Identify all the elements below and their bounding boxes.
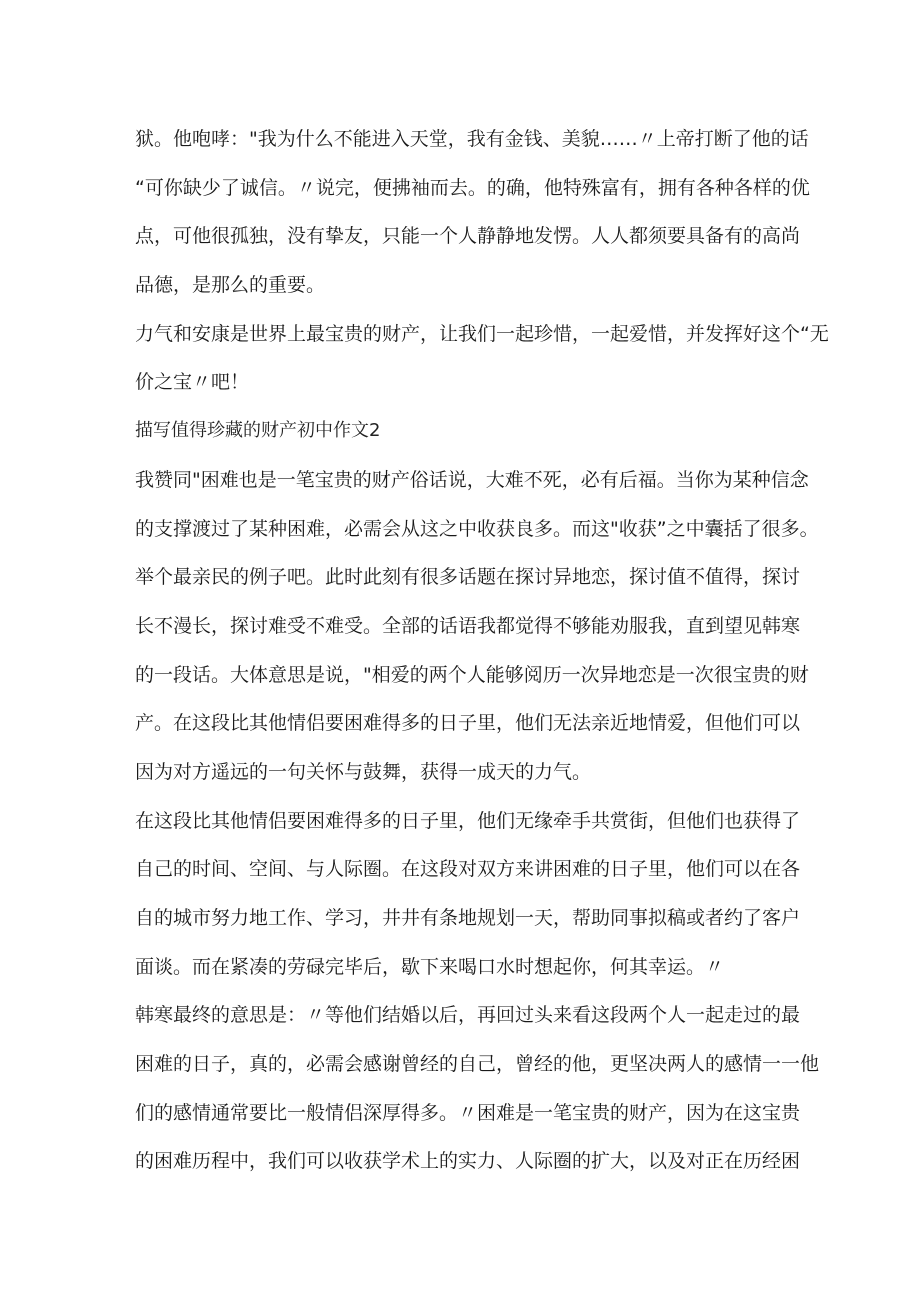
text-line: 因为对方遥远的一句关怀与鼓舞，获得一成天的力气。 (135, 760, 592, 783)
text-line: 自己的时间、空间、与人际圈。在这段对双方来讲困难的日子里，他们可以在各 (135, 858, 801, 881)
text-line: 的支撑渡过了某种困难，必需会从这之中收获良多。而这"收获”之中囊括了很多。 (135, 517, 819, 540)
text-line: 在这段比其他情侣要困难得多的日子里，他们无缘牵手共赏街，但他们也获得了 (135, 809, 801, 832)
text-line: 的困难历程中，我们可以收获学术上的实力、人际圈的扩大，以及对正在历经困 (135, 1150, 801, 1173)
text-line: 价之宝〃吧！ (135, 371, 250, 394)
text-line: 我赞同"困难也是一笔宝贵的财产俗话说，大难不死，必有后福。当你为某种信念 (135, 468, 809, 491)
text-line: 困难的日子，真的，必需会感谢曾经的自己，曾经的他，更坚决两人的感情一一他 (135, 1053, 820, 1076)
text-line: 们的感情通常要比一般情侣深厚得多。〃困难是一笔宝贵的财产，因为在这宝贵 (135, 1101, 801, 1124)
essay-title: 描写值得珍藏的财产初中作文2 (135, 420, 381, 442)
text-line: 举个最亲民的例子吧。此时此刻有很多话题在探讨异地恋，探讨值不值得，探讨 (135, 566, 801, 589)
paragraph-heaven (135, 115, 810, 310)
text-line: 的一段话。大体意思是说，"相爱的两个人能够阅历一次异地恋是一次很宝贵的财 (135, 663, 809, 686)
text-line: 长不漫长，探讨难受不难受。全部的话语我都觉得不够能劝服我，直到望见韩寒 (135, 614, 801, 637)
text-line: 狱。他咆哮："我为什么不能进入天堂，我有金钱、美貌……〃上帝打断了他的话 (135, 128, 809, 150)
text-line: 产。在这段比其他情侣要困难得多的日子里，他们无法亲近地情爱，但他们可以 (135, 712, 801, 735)
document-body (135, 115, 829, 1186)
text-line: 品德，是那么的重要。 (135, 274, 326, 297)
paragraph-han-han (135, 991, 820, 1186)
section-heading (135, 407, 795, 456)
paragraph-long-distance (135, 797, 801, 992)
text-line: 面谈。而在紧凑的劳碌完毕后，歇下来喝口水时想起你，何其幸运。〃 (135, 955, 725, 978)
text-line: 点，可他很孤独，没有挚友，只能一个人静静地发愣。人人都须要具备有的高尚 (135, 225, 801, 248)
paragraph-difficulty (135, 456, 819, 797)
paragraph-treasure (135, 310, 829, 407)
text-line: 韩寒最终的意思是：〃等他们结婚以后，再回过头来看这段两个人一起走过的最 (135, 1004, 801, 1027)
text-line: 自的城市努力地工作、学习，井井有条地规划一天，帮助同事拟稿或者约了客户 (135, 907, 801, 929)
text-line: “可你缺少了诚信。〃说完，便拂袖而去。的确，他特殊富有，拥有各种各样的优 (135, 176, 810, 199)
text-line: 力气和安康是世界上最宝贵的财产，让我们一起珍惜，一起爱惜，并发挥好这个“无 (135, 322, 829, 345)
